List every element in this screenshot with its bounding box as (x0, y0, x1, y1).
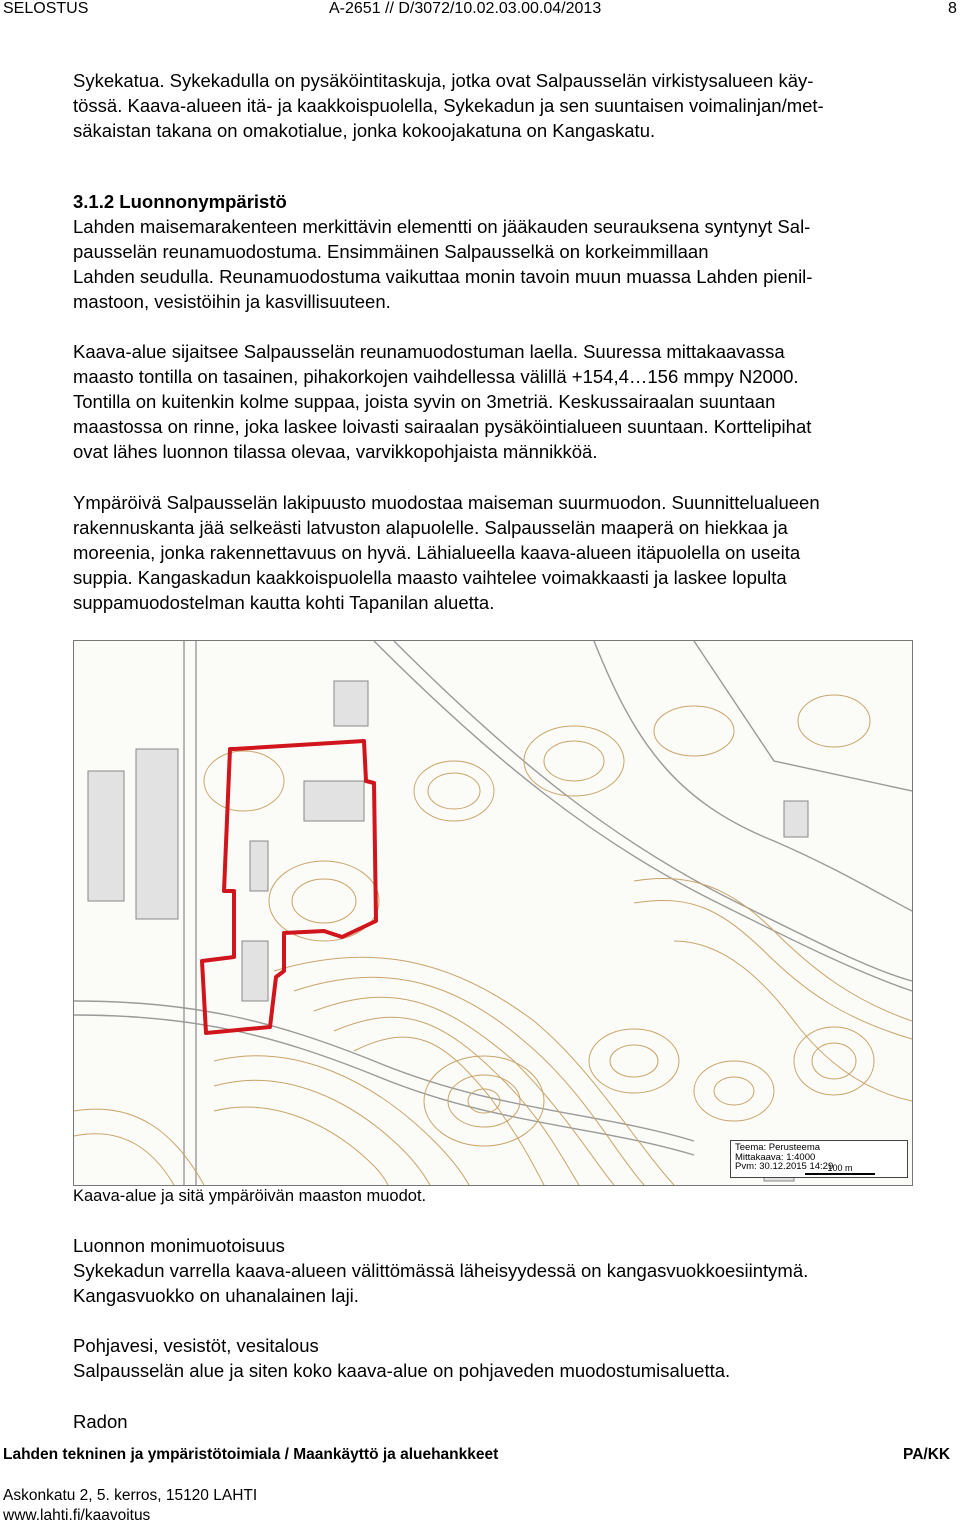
text-line: suppia. Kangaskadun kaakkoispuolella maasto vaihtelee voimakkaasti ja laskee lopulta (73, 567, 787, 588)
contour-line (468, 1089, 500, 1113)
contour-line (589, 1029, 679, 1093)
street-line (394, 641, 912, 981)
building-shape (784, 801, 808, 837)
contour-line (274, 957, 674, 1185)
building-shape (88, 771, 124, 901)
text-line: moreenia, jonka rakennettavuus on hyvä. Lähialueella kaava-alueen itäpuolella on useita (73, 542, 801, 563)
contour-line (334, 1017, 579, 1185)
text-line: suppamuodostelman kautta kohti Tapanilan aluetta. (73, 592, 495, 613)
text-line: Lahden seudulla. Reunamuodostuma vaikuttaa monin tavoin muun muassa Lahden pienil- (73, 266, 813, 287)
terrain-map (73, 640, 913, 1186)
map-legend (730, 1140, 908, 1178)
contour-line (634, 900, 912, 1039)
text-line: maastossa on rinne, joka laskee loivasti sairaalan pysäköintialueen suuntaan. Korttelipihat (73, 416, 812, 437)
building-shape (334, 681, 368, 726)
scale-bar: 100 m (805, 1164, 875, 1176)
building-shape (304, 781, 364, 821)
contour-line (544, 741, 604, 781)
contour-line (214, 1107, 388, 1185)
building-shape (250, 841, 268, 891)
section-heading: 3.1.2 Luonnonympäristö (73, 191, 287, 212)
contour-line (694, 1061, 774, 1121)
street-line (74, 1001, 694, 1141)
intro-paragraph (73, 68, 953, 143)
text-line: Kaava-alue sijaitsee Salpausselän reunamuodostuman laella. Suuressa mittakaavassa (73, 341, 785, 362)
radon-section (73, 1409, 953, 1434)
subheading: Luonnon monimuotoisuus (73, 1235, 285, 1256)
contour-line (674, 941, 912, 1101)
terrain-paragraph (73, 339, 953, 464)
text-line: ovat lähes luonnon tilassa olevaa, varvikkopohjaista männikköä. (73, 441, 598, 462)
contour-line (634, 878, 912, 1021)
contour-line (354, 1037, 544, 1185)
contour-line (214, 1080, 430, 1185)
map-caption: Kaava-alue ja sitä ympäröivän maaston muodot. (73, 1187, 427, 1205)
street-line (594, 641, 912, 911)
contour-line (204, 751, 284, 811)
contour-line (424, 1056, 544, 1146)
footer-organization: Lahden tekninen ja ympäristötoimiala / Maankäyttö ja aluehankkeet (3, 1446, 499, 1463)
text-line: pausselän reunamuodostuma. Ensimmäinen Salpausselkä on korkeimmillaan (73, 241, 709, 262)
contour-line (292, 879, 356, 923)
section-luonnonymparisto (73, 189, 953, 314)
contour-line (812, 1043, 856, 1079)
header-page-number: 8 (948, 0, 957, 17)
subheading: Radon (73, 1411, 128, 1432)
footer-website: www.lahti.fi/kaavoitus (3, 1507, 151, 1524)
text-line: maasto tontilla on tasainen, pihakorkojen vaihdellessa välillä +154,4…156 mmpy N2000. (73, 366, 799, 387)
contour-line (798, 695, 870, 747)
text-line: mastoon, vesistöihin ja kasvillisuuteen. (73, 291, 391, 312)
text-line: säkaistan takana on omakotialue, jonka kokoojakatuna on Kangaskatu. (73, 120, 656, 141)
legend-scale: Mittakaava: 1:4000 (735, 1151, 816, 1163)
biodiversity-section (73, 1233, 953, 1308)
street-line (374, 641, 912, 991)
text-line: Lahden maisemarakenteen merkittävin elementti on jääkauden seurauksena syntynyt Sal- (73, 216, 811, 237)
contour-line (294, 977, 644, 1185)
text-line: Kangasvuokko on uhanalainen laji. (73, 1285, 359, 1306)
subheading: Pohjavesi, vesistöt, vesitalous (73, 1335, 319, 1356)
text-line: Sykekadun varrella kaava-alueen välittömässä läheisyydessä on kangasvuokkoesiintymä. (73, 1260, 809, 1281)
legend-theme: Teema: Perusteema (735, 1142, 821, 1153)
building-shape (242, 941, 268, 1001)
contour-line (524, 726, 624, 796)
contour-line (654, 706, 734, 756)
contour-line (448, 1075, 520, 1127)
legend-date: Pvm: 30.12.2015 14:29 (735, 1161, 834, 1172)
contour-line (414, 761, 494, 821)
terrain-map-graphic (74, 641, 912, 1185)
contour-line (74, 1134, 174, 1185)
street-line (74, 1015, 694, 1155)
footer-address: Askonkatu 2, 5. kerros, 15120 LAHTI (3, 1487, 258, 1504)
text-line: Salpausselän alue ja siten koko kaava-alue on pohjaveden muodostumisaluetta. (73, 1360, 731, 1381)
footer-initials: PA/KK (903, 1446, 951, 1463)
text-line: rakennuskanta jää selkeästi latvuston alapuolelle. Salpausselän maaperä on hiekkaa ja (73, 517, 788, 538)
text-line: tössä. Kaava-alueen itä- ja kaakkoispuolella, Sykekadun ja sen suuntaisen voimalinjan/met- (73, 95, 824, 116)
contour-line (794, 1027, 874, 1095)
text-line: Sykekatua. Sykekadulla on pysäköintitaskuja, jotka ovat Salpausselän virkistysalueen käy- (73, 70, 814, 91)
contour-line (714, 1077, 754, 1105)
groundwater-section (73, 1333, 953, 1383)
contour-line (610, 1045, 658, 1077)
landscape-paragraph (73, 490, 953, 615)
header-doc-type: SELOSTUS (3, 0, 89, 17)
text-line: Ympäröivä Salpausselän lakipuusto muodostaa maiseman suurmuodon. Suunnittelualueen (73, 492, 820, 513)
text-line: Tontilla on kuitenkin kolme suppaa, joista syvin on 3metriä. Keskussairaalan suuntaan (73, 391, 776, 412)
contour-line (214, 1056, 469, 1185)
contour-line (428, 773, 480, 809)
page-header (0, 0, 960, 20)
header-doc-number: A-2651 // D/3072/10.02.03.00.04/2013 (329, 0, 602, 17)
building-shape (136, 749, 178, 919)
